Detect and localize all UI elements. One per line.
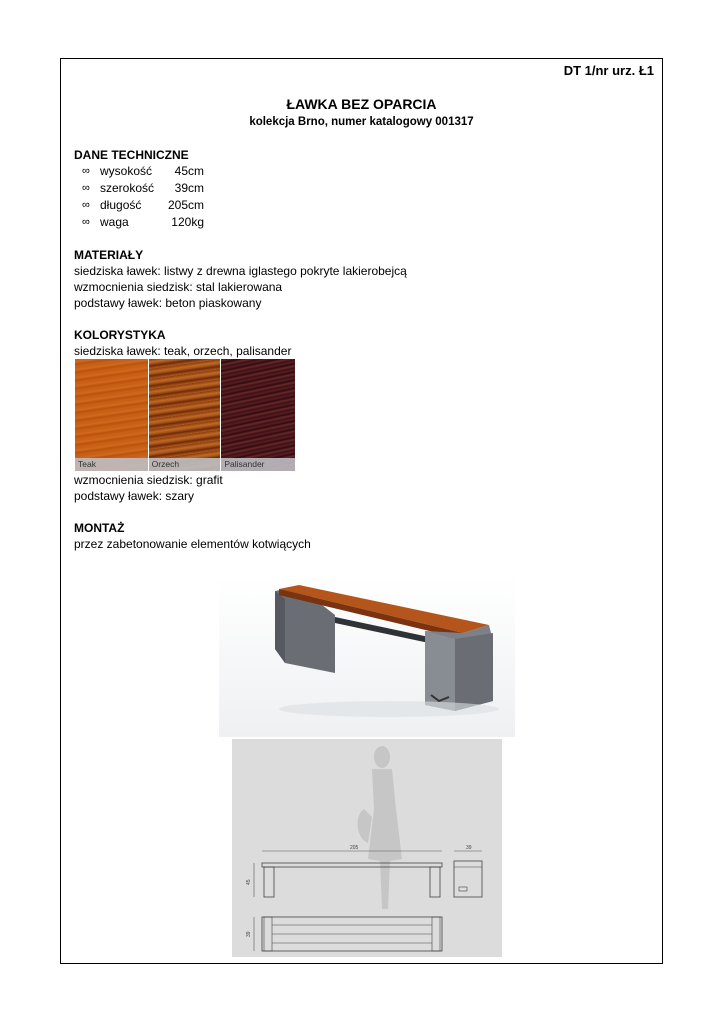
tech-item-name: wysokość <box>100 164 153 178</box>
materials-line: siedziska ławek: listwy z drewna iglastego pokryte lakierobejcą <box>74 264 407 278</box>
swatch-teak <box>75 359 148 471</box>
tech-item <box>74 214 204 231</box>
colors-details <box>74 472 223 504</box>
length-label: 205 <box>350 845 359 851</box>
tech-item-name: szerokość <box>100 181 155 195</box>
tech-item-name: waga <box>100 215 129 229</box>
infinity-bullet-icon: ∞ <box>82 216 90 228</box>
colors-heading: KOLORYSTYKA <box>74 328 166 342</box>
swatch-label: Orzech <box>149 458 221 471</box>
materials-line: wzmocnienia siedzisk: stal lakierowana <box>74 280 283 294</box>
tech-item-value: 205cm <box>167 198 204 212</box>
materials-section <box>74 247 407 311</box>
mounting-heading: MONTAŻ <box>74 521 125 535</box>
swatch-palisander <box>221 359 295 471</box>
infinity-bullet-icon: ∞ <box>82 165 90 177</box>
swatch-label: Palisander <box>221 458 295 471</box>
page-subtitle: kolekcja Brno, numer katalogowy 001317 <box>249 116 474 128</box>
page-title: ŁAWKA BEZ OPARCIA <box>286 96 437 112</box>
tech-item-value: 120kg <box>171 215 204 229</box>
colors-section <box>74 327 291 359</box>
mounting-text: przez zabetonowanie elementów kotwiących <box>74 537 311 551</box>
infinity-bullet-icon: ∞ <box>82 182 90 194</box>
colors-line: wzmocnienia siedzisk: grafit <box>74 473 223 487</box>
tech-item <box>74 197 204 214</box>
height-label: 45 <box>246 879 252 885</box>
tech-item <box>74 163 204 180</box>
bench-dimension-drawing <box>232 739 502 957</box>
colors-intro: siedziska ławek: teak, orzech, palisander <box>74 344 292 358</box>
tech-heading: DANE TECHNICZNE <box>74 148 189 162</box>
tech-item-value: 39cm <box>174 181 204 195</box>
width-label: 39 <box>246 931 252 937</box>
bench-render-image <box>219 577 515 737</box>
materials-heading: MATERIAŁY <box>74 248 144 262</box>
depth-label: 39 <box>466 845 472 851</box>
swatch-label: Teak <box>75 458 148 471</box>
tech-section <box>74 147 204 231</box>
tech-item <box>74 180 204 197</box>
materials-line: podstawy ławek: beton piaskowany <box>74 296 262 310</box>
wood-swatches <box>75 359 296 471</box>
page-frame <box>60 58 663 964</box>
mounting-section <box>74 520 311 552</box>
tech-item-name: długość <box>100 198 142 212</box>
tech-list <box>74 163 204 231</box>
colors-line: podstawy ławek: szary <box>74 489 195 503</box>
tech-item-value: 45cm <box>174 164 204 178</box>
document-number: DT 1/nr urz. Ł1 <box>563 63 654 78</box>
infinity-bullet-icon: ∞ <box>82 199 90 211</box>
swatch-orzech <box>149 359 221 471</box>
